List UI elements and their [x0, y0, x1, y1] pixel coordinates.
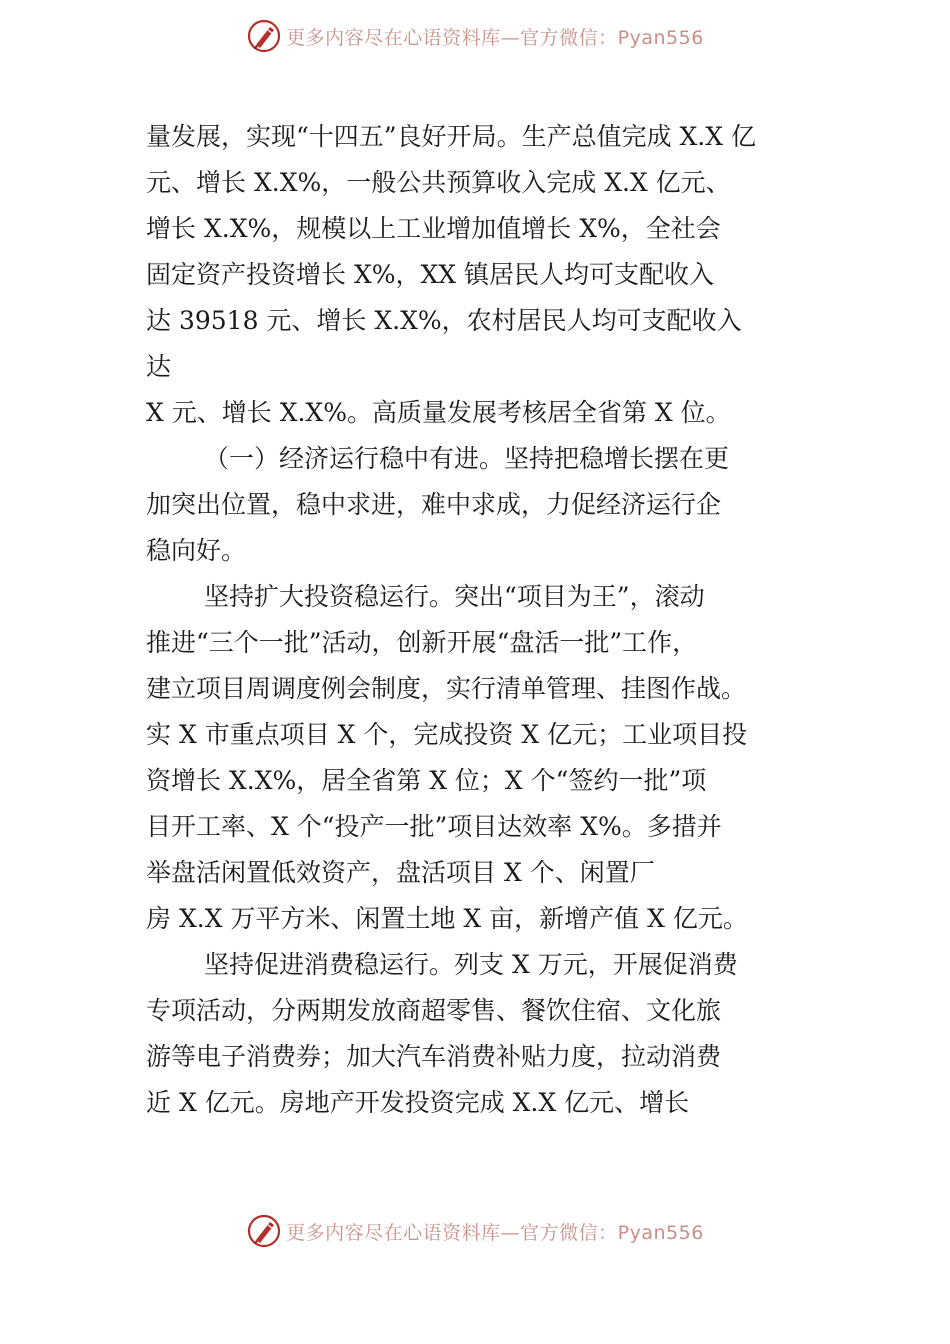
text-line: 加突出位置，稳中求进，难中求成，力促经济运行企 [146, 490, 722, 519]
text-line: 元、增长 X.X%，一般公共预算收入完成 X.X 亿元、 [146, 168, 731, 197]
text-line: 房 X.X 万平方米、闲置土地 X 亩，新增产值 X 亿元。 [146, 904, 748, 933]
text-line: 坚持扩大投资稳运行。突出“项目为王”，滚动 [204, 582, 705, 611]
text-line: 资增长 X.X%，居全省第 X 位；X 个“签约一批”项 [146, 766, 707, 795]
watermark-text: 更多内容尽在心语资料库—官方微信： [286, 26, 618, 49]
text-line: 增长 X.X%，规模以上工业增加值增长 X%，全社会 [146, 214, 721, 243]
text-line: 固定资产投资增长 X%，XX 镇居民人均可支配收入 [146, 260, 715, 289]
pen-logo-icon [246, 1213, 282, 1249]
document-body [146, 114, 826, 1126]
text-line: 建立项目周调度例会制度，实行清单管理、挂图作战。 [146, 674, 747, 703]
text-line: （一）经济运行稳中有进。坚持把稳增长摆在更 [204, 444, 730, 473]
text-line: 稳向好。 [146, 536, 247, 565]
text-line: 推进“三个一批”活动，创新开展“盘活一批”工作， [146, 628, 698, 657]
watermark-wechat-id: Pyan556 [617, 1221, 704, 1244]
text-line: 实 X 市重点项目 X 个，完成投资 X 亿元；工业项目投 [146, 720, 748, 749]
text-line: 量发展，实现“十四五”良好开局。生产总值完成 X.X 亿 [146, 122, 756, 151]
text-line: 坚持促进消费稳运行。列支 X 万元，开展促消费 [204, 950, 738, 979]
watermark-wechat-id: Pyan556 [617, 26, 704, 49]
pen-logo-icon [246, 18, 282, 54]
text-line: 达 [146, 352, 172, 381]
text-line: 近 X 亿元。房地产开发投资完成 X.X 亿元、增长 [146, 1088, 690, 1117]
text-line: 达 39518 元、增长 X.X%，农村居民人均可支配收入 [146, 306, 742, 335]
watermark-text: 更多内容尽在心语资料库—官方微信： [286, 1221, 618, 1244]
text-line: 专项活动，分两期发放商超零售、餐饮住宿、文化旅 [146, 996, 722, 1025]
text-line: 举盘活闲置低效资产，盘活项目 X 个、闲置厂 [146, 858, 655, 887]
text-line: X 元、增长 X.X%。高质量发展考核居全省第 X 位。 [146, 398, 731, 427]
text-line: 目开工率、X 个“投产一批”项目达效率 X%。多措并 [146, 812, 722, 841]
text-line: 游等电子消费券；加大汽车消费补贴力度，拉动消费 [146, 1042, 722, 1071]
footer-watermark [0, 1211, 950, 1251]
header-watermark [0, 16, 950, 56]
